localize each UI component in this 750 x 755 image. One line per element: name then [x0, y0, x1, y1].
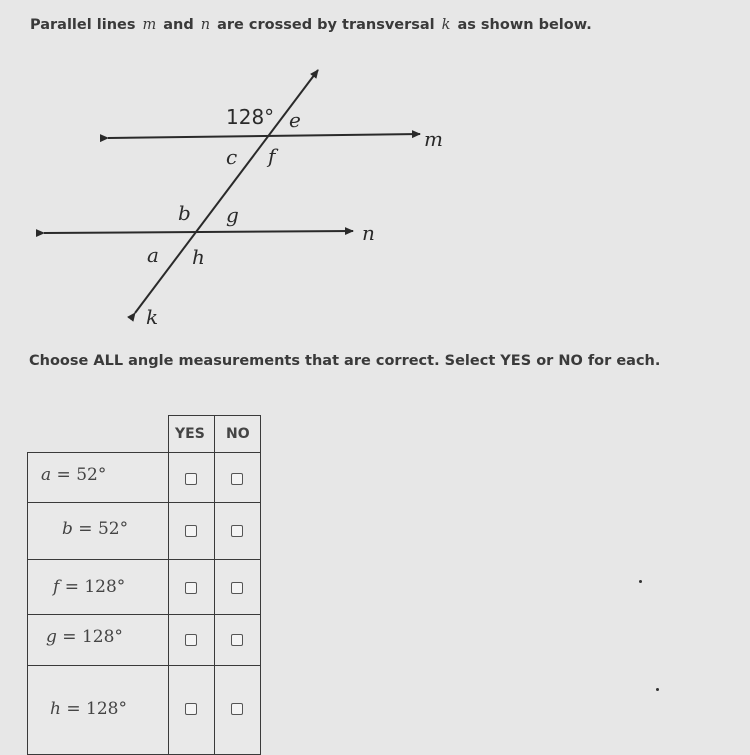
header-yes: YES: [175, 426, 205, 442]
checkbox-yes-f[interactable]: [185, 582, 197, 594]
angle-label-a: a: [147, 243, 159, 267]
row-value: = 128°: [59, 577, 126, 597]
line-label-k: k: [146, 305, 159, 329]
checkbox-yes-b[interactable]: [185, 525, 197, 537]
given-angle-label: 128°: [226, 105, 275, 129]
row-value: = 128°: [60, 699, 127, 719]
prompt-text-3: as shown below.: [457, 17, 592, 33]
angle-label-e: e: [289, 108, 301, 132]
row-var: b: [62, 519, 73, 539]
checkbox-no-g[interactable]: [231, 634, 243, 646]
checkbox-yes-a[interactable]: [185, 473, 197, 485]
line-label-n: n: [362, 221, 375, 245]
parallel-lines-diagram: [0, 0, 750, 340]
row-label-b: [62, 519, 128, 539]
row-value: = 128°: [56, 627, 123, 647]
row-var: f: [53, 577, 60, 597]
prompt-word-and: and: [163, 17, 194, 33]
angle-label-h: h: [192, 245, 205, 269]
angle-label-b: b: [178, 201, 191, 225]
header-no: NO: [226, 426, 250, 442]
line-n: [44, 231, 353, 233]
instruction-text: Choose ALL angle measurements that are correct. Select YES or NO for each.: [29, 353, 661, 369]
checkbox-yes-h[interactable]: [185, 703, 197, 715]
row-value: = 52°: [72, 519, 129, 539]
row-var: h: [50, 699, 61, 719]
row-label-g: [46, 627, 123, 647]
checkbox-yes-g[interactable]: [185, 634, 197, 646]
prompt-text-1: Parallel lines: [30, 17, 136, 33]
checkbox-no-h[interactable]: [231, 703, 243, 715]
line-m: [108, 134, 420, 138]
speck-mark: [656, 688, 659, 691]
prompt-text-2: are crossed by transversal: [217, 17, 435, 33]
row-label-f: [53, 577, 125, 597]
checkbox-no-b[interactable]: [231, 525, 243, 537]
var-m: m: [142, 17, 157, 33]
checkbox-no-f[interactable]: [231, 582, 243, 594]
angle-label-f: f: [268, 144, 276, 168]
row-var: a: [41, 465, 52, 485]
row-var: g: [46, 627, 57, 647]
var-k: k: [441, 17, 451, 33]
row-label-a: [41, 465, 106, 485]
angle-label-g: g: [226, 203, 239, 227]
line-label-m: m: [424, 127, 443, 151]
checkbox-no-a[interactable]: [231, 473, 243, 485]
row-value: = 52°: [51, 465, 107, 485]
speck-mark: [639, 580, 642, 583]
var-n: n: [200, 17, 211, 33]
row-label-h: [50, 699, 127, 719]
angle-label-c: c: [226, 145, 238, 169]
